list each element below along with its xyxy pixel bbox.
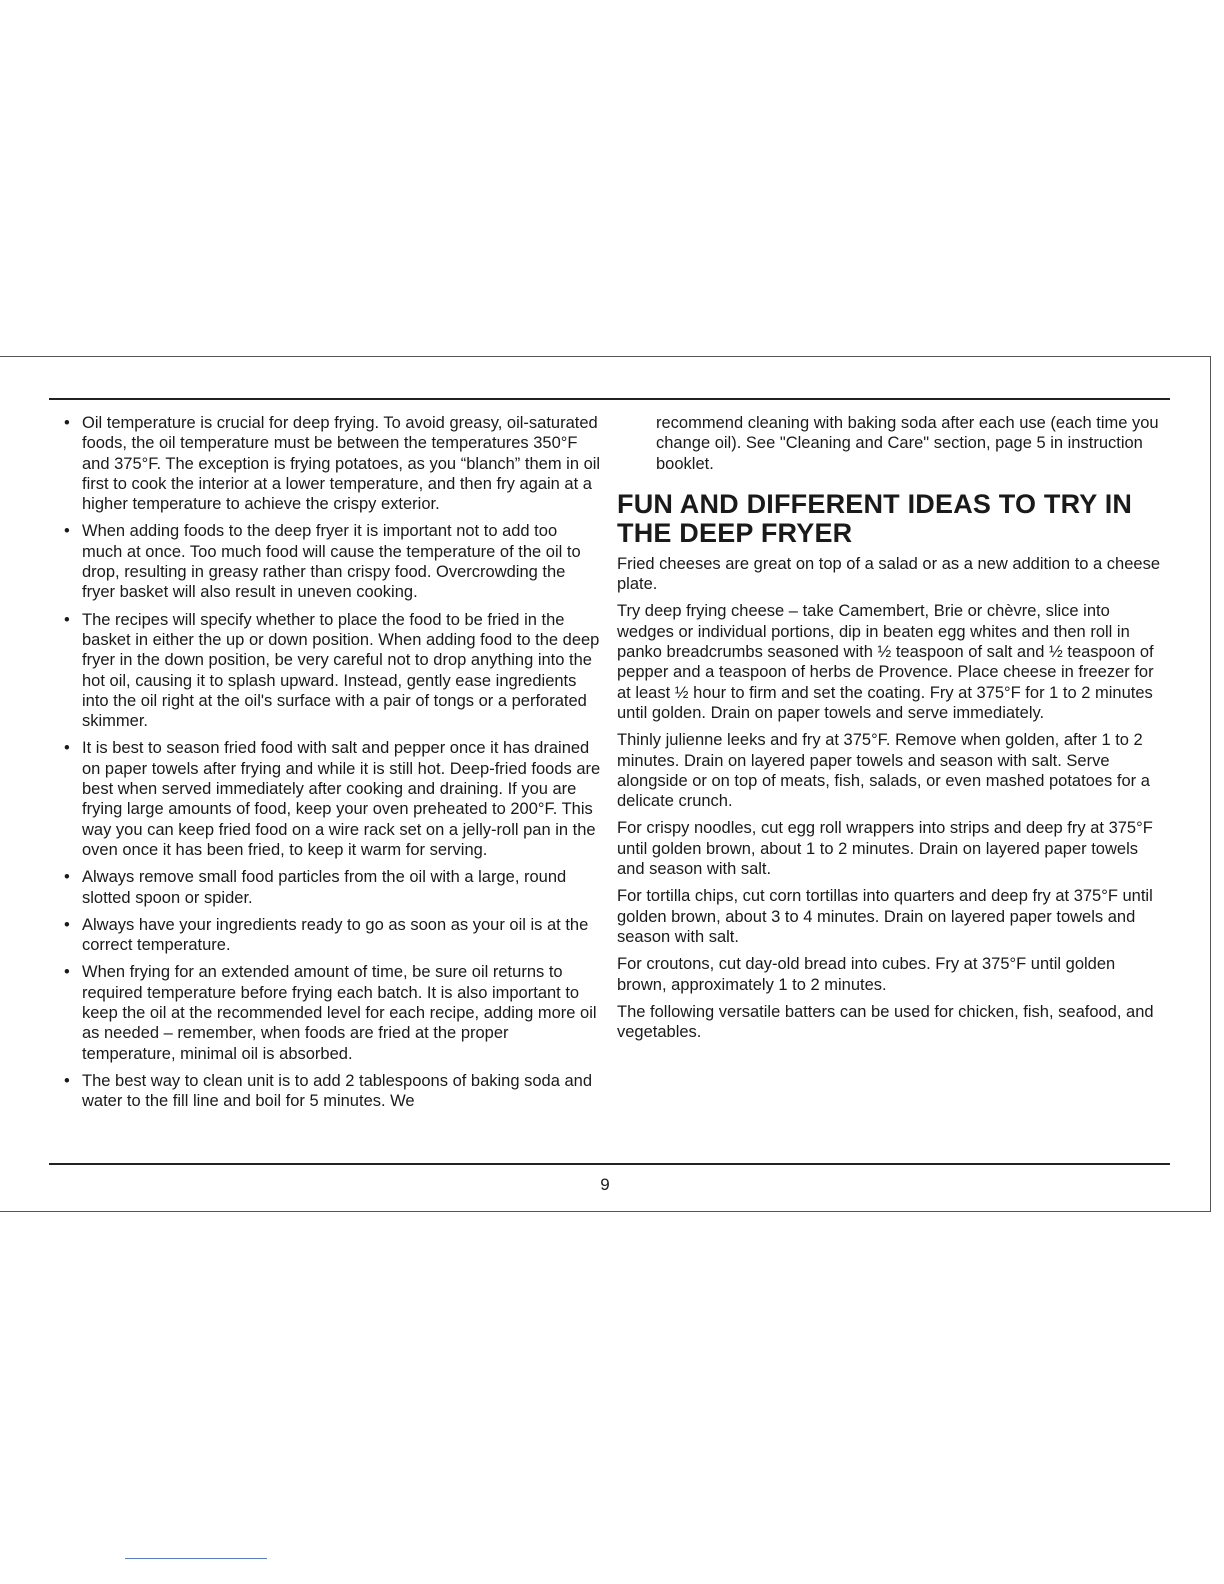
paragraph: For croutons, cut day-old bread into cubes. Fry at 375°F until golden brown, approximately 1 to 2 minutes.: [617, 955, 1116, 994]
bullet-text: When frying for an extended amount of time, be sure oil returns to required temperature before frying each batch. It is also important to keep the oil at the recommended level for each recipe, adding more oil as needed – remember, when foods are fried at the proper temperature, minimal oil is absorbed.: [82, 963, 597, 1063]
right-column: [617, 413, 1165, 1049]
bullet-icon: •: [64, 522, 70, 541]
tips-list: [62, 413, 602, 1112]
bullet-text: Always remove small food particles from the oil with a large, round slotted spoon or spider.: [82, 868, 567, 907]
list-item: [62, 867, 602, 908]
bullet-icon: •: [64, 868, 70, 887]
paragraph: The following versatile batters can be used for chicken, fish, seafood, and vegetables.: [617, 1002, 1154, 1042]
list-item: [62, 610, 602, 732]
top-rule: [49, 398, 1170, 400]
bullet-text: Always have your ingredients ready to go as soon as your oil is at the correct temperature.: [82, 915, 589, 955]
bullet-text: Oil temperature is crucial for deep frying. To avoid greasy, oil-saturated foods, the oil temperature must be between the temperatures 350°F and 375°F. The exception is frying potatoes, as you “blanch” them in oil first to cook the interior at a lower temperature, and then fry again at a higher temperature to achieve the crispy exterior.: [82, 414, 601, 514]
list-item: [62, 738, 602, 860]
list-item: [62, 521, 602, 602]
continued-text: recommend cleaning with baking soda after each use (each time you change oil). See "Cleaning and Care" section, page 5 in instruction booklet.: [656, 414, 1159, 473]
bullet-text: The recipes will specify whether to place the food to be fried in the basket in either the up or down position. When adding food to the deep fryer in the down position, be very careful not to drop anything into the hot oil, causing it to splash upward. Instead, gently ease ingredients into the oil right at the oil's surface with a pair of tongs or a perforated skimmer.: [82, 610, 600, 731]
bullet-icon: •: [64, 610, 70, 629]
section-heading: FUN AND DIFFERENT IDEAS TO TRY IN THE DEEP FRYER: [617, 488, 1133, 548]
bottom-rule: [49, 1163, 1170, 1165]
bullet-text: It is best to season fried food with salt and pepper once it has drained on paper towels after frying and while it is still hot. Deep-fried foods are best when served immediately after cooking and draining. If you are frying large amounts of food, keep your oven preheated to 200°F. This way you can keep fried food on a wire rack set on a jelly-roll pan in the oven once it has been fried, to keep it warm for serving.: [82, 739, 601, 859]
bullet-icon: •: [64, 1071, 70, 1090]
paragraph: For tortilla chips, cut corn tortillas into quarters and deep fry at 375°F until golden brown, about 3 to 4 minutes. Drain on layered paper towels and season with salt.: [617, 887, 1153, 946]
bullet-text: When adding foods to the deep fryer it is important not to add too much at once. Too much food will cause the temperature of the oil to drop, resulting in greasy rather than crispy food. Overcrowding the fryer basket will also result in uneven cooking.: [82, 522, 581, 602]
paragraph: For crispy noodles, cut egg roll wrappers into strips and deep fry at 375°F until golden brown, about 1 to 2 minutes. Drain on layered paper towels and season with salt.: [617, 819, 1153, 879]
paragraph: Thinly julienne leeks and fry at 375°F. Remove when golden, after 1 to 2 minutes. Drain on layered paper towels and season with salt. Serve alongside or on top of meats, fish, salads, or even mashed potatoes for a delicate crunch.: [617, 731, 1150, 811]
bullet-icon: •: [64, 739, 70, 758]
list-item: [62, 962, 602, 1063]
bullet-text: The best way to clean unit is to add 2 tablespoons of baking soda and water to the fill line and boil for 5 minutes. We: [82, 1071, 593, 1111]
bullet-icon: •: [64, 414, 70, 432]
paragraph: Fried cheeses are great on top of a salad or as a new addition to a cheese plate.: [617, 554, 1161, 594]
bullet-icon: •: [64, 915, 70, 934]
page-number: 9: [600, 1175, 610, 1194]
list-item: [62, 1071, 602, 1112]
list-item: [62, 413, 602, 514]
list-item: [62, 915, 602, 956]
bullet-icon: •: [64, 963, 70, 982]
paragraph: Try deep frying cheese – take Camembert, Brie or chèvre, slice into wedges or individual portions, dip in beaten egg whites and then roll in panko breadcrumbs seasoned with ½ teaspoon of salt and ½ teaspoon of pepper and a teaspoon of herbs de Provence. Place cheese in freezer for at least ½ hour to firm and set the coating. Fry at 375°F for 1 to 2 minutes until golden. Drain on paper towels and serve immediately.: [617, 602, 1154, 722]
decorative-line: [125, 1558, 267, 1559]
left-column: [62, 413, 602, 1119]
